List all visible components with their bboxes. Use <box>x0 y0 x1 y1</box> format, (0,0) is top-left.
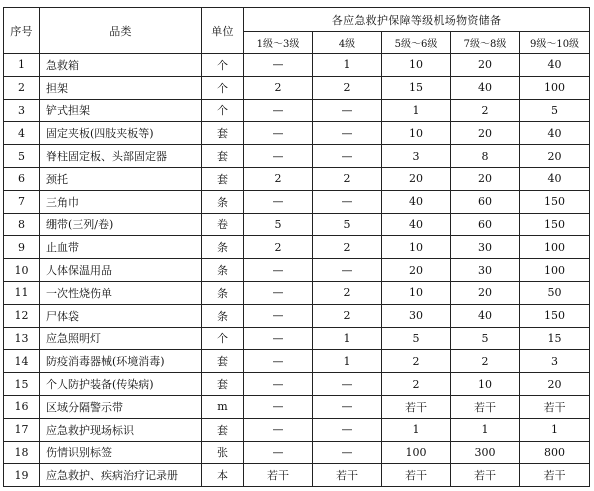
row-number: 6 <box>4 167 40 190</box>
level-quantity: — <box>244 145 313 168</box>
row-number: 10 <box>4 259 40 282</box>
item-unit: 个 <box>202 327 244 350</box>
level-quantity: 100 <box>520 236 590 259</box>
level-quantity: 50 <box>520 281 590 304</box>
item-name: 区域分隔警示带 <box>40 395 202 418</box>
level-quantity: 若干 <box>451 464 520 487</box>
level-quantity: 1 <box>520 418 590 441</box>
item-name: 铲式担架 <box>40 99 202 122</box>
item-name: 止血带 <box>40 236 202 259</box>
level-quantity: 15 <box>382 76 451 99</box>
table-row <box>4 373 590 396</box>
level-quantity: 10 <box>382 236 451 259</box>
item-name: 应急救护、疾病治疗记录册 <box>40 464 202 487</box>
level-quantity: 20 <box>451 167 520 190</box>
level-quantity: 40 <box>451 304 520 327</box>
level-quantity: — <box>244 441 313 464</box>
level-quantity: 2 <box>451 350 520 373</box>
level-quantity: 20 <box>451 122 520 145</box>
level-quantity: 2 <box>313 281 382 304</box>
level-quantity: — <box>244 350 313 373</box>
level-quantity: — <box>313 418 382 441</box>
level-quantity: 40 <box>520 54 590 77</box>
row-number: 5 <box>4 145 40 168</box>
item-name: 急救箱 <box>40 54 202 77</box>
level-quantity: 150 <box>520 190 590 213</box>
level-quantity: 5 <box>520 99 590 122</box>
item-name: 人体保温用品 <box>40 259 202 282</box>
level-quantity: 若干 <box>451 395 520 418</box>
item-name: 应急照明灯 <box>40 327 202 350</box>
item-name: 三角巾 <box>40 190 202 213</box>
level-quantity: 2 <box>244 76 313 99</box>
item-unit: 个 <box>202 99 244 122</box>
row-number: 15 <box>4 373 40 396</box>
row-number: 1 <box>4 54 40 77</box>
row-number: 11 <box>4 281 40 304</box>
header-level: 1级～3级 <box>244 32 313 54</box>
table-row <box>4 281 590 304</box>
row-number: 13 <box>4 327 40 350</box>
table-row <box>4 54 590 77</box>
level-quantity: 10 <box>382 54 451 77</box>
level-quantity: 40 <box>382 213 451 236</box>
item-unit: 套 <box>202 418 244 441</box>
level-quantity: 2 <box>313 304 382 327</box>
item-name: 应急救护现场标识 <box>40 418 202 441</box>
level-quantity: — <box>244 304 313 327</box>
item-name: 担架 <box>40 76 202 99</box>
level-quantity: 60 <box>451 213 520 236</box>
table-row <box>4 327 590 350</box>
item-unit: 套 <box>202 167 244 190</box>
level-quantity: 3 <box>520 350 590 373</box>
level-quantity: — <box>244 54 313 77</box>
header-level: 4级 <box>313 32 382 54</box>
level-quantity: 2 <box>382 350 451 373</box>
level-quantity: — <box>244 327 313 350</box>
level-quantity: 5 <box>244 213 313 236</box>
level-quantity: — <box>244 190 313 213</box>
level-quantity: 1 <box>313 350 382 373</box>
row-number: 8 <box>4 213 40 236</box>
level-quantity: — <box>313 395 382 418</box>
item-unit: 套 <box>202 350 244 373</box>
level-quantity: 若干 <box>244 464 313 487</box>
item-unit: 条 <box>202 304 244 327</box>
level-quantity: 1 <box>313 54 382 77</box>
level-quantity: 10 <box>451 373 520 396</box>
level-quantity: 100 <box>520 76 590 99</box>
item-name: 防疫消毒器械(环境消毒) <box>40 350 202 373</box>
item-name: 颈托 <box>40 167 202 190</box>
level-quantity: — <box>244 99 313 122</box>
item-unit: 套 <box>202 373 244 396</box>
level-quantity: 300 <box>451 441 520 464</box>
level-quantity: 2 <box>313 76 382 99</box>
table-row <box>4 441 590 464</box>
level-quantity: 150 <box>520 213 590 236</box>
item-name: 脊柱固定板、头部固定器 <box>40 145 202 168</box>
level-quantity: — <box>244 373 313 396</box>
level-quantity: — <box>313 99 382 122</box>
level-quantity: — <box>313 122 382 145</box>
item-unit: 张 <box>202 441 244 464</box>
row-number: 7 <box>4 190 40 213</box>
table-row <box>4 464 590 487</box>
header-category: 品类 <box>40 8 202 54</box>
level-quantity: 若干 <box>382 464 451 487</box>
level-quantity: 5 <box>382 327 451 350</box>
level-quantity: — <box>313 373 382 396</box>
table-row <box>4 350 590 373</box>
header-group: 各应急救护保障等级机场物资储备 <box>244 8 590 32</box>
level-quantity: 若干 <box>520 464 590 487</box>
level-quantity: 100 <box>520 259 590 282</box>
table-row <box>4 167 590 190</box>
level-quantity: 2 <box>313 236 382 259</box>
item-name: 固定夹板(四肢夹板等) <box>40 122 202 145</box>
level-quantity: 2 <box>244 236 313 259</box>
level-quantity: 30 <box>382 304 451 327</box>
level-quantity: 10 <box>382 122 451 145</box>
item-name: 尸体袋 <box>40 304 202 327</box>
level-quantity: 2 <box>244 167 313 190</box>
row-number: 18 <box>4 441 40 464</box>
supply-table <box>3 7 590 487</box>
row-number: 3 <box>4 99 40 122</box>
level-quantity: 3 <box>382 145 451 168</box>
level-quantity: — <box>244 281 313 304</box>
level-quantity: 40 <box>520 122 590 145</box>
level-quantity: — <box>244 395 313 418</box>
level-quantity: 20 <box>451 281 520 304</box>
level-quantity: 30 <box>451 259 520 282</box>
level-quantity: 10 <box>382 281 451 304</box>
table-row <box>4 76 590 99</box>
item-unit: 条 <box>202 236 244 259</box>
table-row <box>4 236 590 259</box>
level-quantity: — <box>313 145 382 168</box>
table-row <box>4 395 590 418</box>
row-number: 16 <box>4 395 40 418</box>
table-row <box>4 259 590 282</box>
row-number: 12 <box>4 304 40 327</box>
level-quantity: 5 <box>451 327 520 350</box>
level-quantity: 40 <box>382 190 451 213</box>
level-quantity: 2 <box>451 99 520 122</box>
level-quantity: 1 <box>382 99 451 122</box>
level-quantity: — <box>244 418 313 441</box>
item-unit: 套 <box>202 145 244 168</box>
row-number: 17 <box>4 418 40 441</box>
item-unit: 套 <box>202 122 244 145</box>
level-quantity: — <box>244 122 313 145</box>
item-unit: 条 <box>202 190 244 213</box>
item-unit: m <box>202 395 244 418</box>
header-no: 序号 <box>4 8 40 54</box>
header-unit: 单位 <box>202 8 244 54</box>
row-number: 4 <box>4 122 40 145</box>
level-quantity: 若干 <box>520 395 590 418</box>
level-quantity: 100 <box>382 441 451 464</box>
item-name: 个人防护装备(传染病) <box>40 373 202 396</box>
level-quantity: — <box>244 259 313 282</box>
level-quantity: 5 <box>313 213 382 236</box>
level-quantity: 60 <box>451 190 520 213</box>
header-level: 9级～10级 <box>520 32 590 54</box>
level-quantity: 2 <box>382 373 451 396</box>
row-number: 2 <box>4 76 40 99</box>
item-unit: 条 <box>202 281 244 304</box>
table-row <box>4 122 590 145</box>
row-number: 19 <box>4 464 40 487</box>
level-quantity: 150 <box>520 304 590 327</box>
table-row <box>4 213 590 236</box>
level-quantity: 20 <box>382 259 451 282</box>
table-row <box>4 99 590 122</box>
level-quantity: 800 <box>520 441 590 464</box>
table-row <box>4 304 590 327</box>
table-row <box>4 418 590 441</box>
item-unit: 个 <box>202 76 244 99</box>
table-row <box>4 190 590 213</box>
level-quantity: 20 <box>520 373 590 396</box>
level-quantity: — <box>313 441 382 464</box>
level-quantity: — <box>313 259 382 282</box>
level-quantity: 1 <box>313 327 382 350</box>
item-unit: 条 <box>202 259 244 282</box>
level-quantity: 30 <box>451 236 520 259</box>
level-quantity: 40 <box>451 76 520 99</box>
item-unit: 卷 <box>202 213 244 236</box>
level-quantity: 15 <box>520 327 590 350</box>
level-quantity: 20 <box>520 145 590 168</box>
item-name: 伤情识别标签 <box>40 441 202 464</box>
item-unit: 本 <box>202 464 244 487</box>
level-quantity: 20 <box>451 54 520 77</box>
level-quantity: 2 <box>313 167 382 190</box>
level-quantity: 若干 <box>313 464 382 487</box>
level-quantity: 20 <box>382 167 451 190</box>
level-quantity: — <box>313 190 382 213</box>
level-quantity: 1 <box>451 418 520 441</box>
level-quantity: 1 <box>382 418 451 441</box>
level-quantity: 若干 <box>382 395 451 418</box>
table-row <box>4 145 590 168</box>
item-unit: 个 <box>202 54 244 77</box>
header-level: 7级～8级 <box>451 32 520 54</box>
row-number: 9 <box>4 236 40 259</box>
row-number: 14 <box>4 350 40 373</box>
item-name: 绷带(三列/卷) <box>40 213 202 236</box>
header-level: 5级～6级 <box>382 32 451 54</box>
item-name: 一次性烧伤单 <box>40 281 202 304</box>
level-quantity: 8 <box>451 145 520 168</box>
level-quantity: 40 <box>520 167 590 190</box>
